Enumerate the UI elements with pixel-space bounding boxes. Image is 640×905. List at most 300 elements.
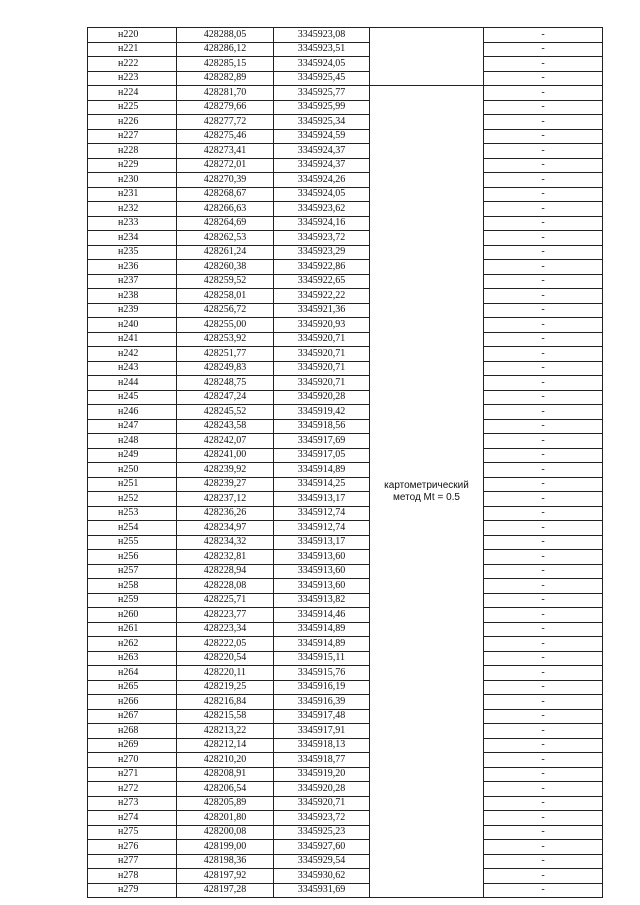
accuracy-cell: -	[484, 680, 603, 695]
accuracy-cell: -	[484, 245, 603, 260]
point-name-cell: н223	[88, 71, 177, 86]
y-coordinate-cell: 3345920,71	[274, 361, 370, 376]
table-row	[88, 506, 603, 521]
y-coordinate-cell: 3345914,89	[274, 463, 370, 478]
accuracy-cell: -	[484, 71, 603, 86]
accuracy-cell: -	[484, 593, 603, 608]
table-row	[88, 463, 603, 478]
accuracy-cell: -	[484, 622, 603, 637]
point-name-cell: н226	[88, 115, 177, 130]
y-coordinate-cell: 3345925,77	[274, 86, 370, 101]
accuracy-cell: -	[484, 57, 603, 72]
y-coordinate-cell: 3345912,74	[274, 506, 370, 521]
point-name-cell: н221	[88, 42, 177, 57]
y-coordinate-cell: 3345919,42	[274, 405, 370, 420]
point-name-cell: н253	[88, 506, 177, 521]
point-name-cell: н249	[88, 448, 177, 463]
point-name-cell: н275	[88, 825, 177, 840]
table-row	[88, 550, 603, 565]
accuracy-cell: -	[484, 883, 603, 898]
table-row	[88, 129, 603, 144]
y-coordinate-cell: 3345921,36	[274, 303, 370, 318]
point-name-cell: н241	[88, 332, 177, 347]
x-coordinate-cell: 428281,70	[177, 86, 274, 101]
point-name-cell: н268	[88, 724, 177, 739]
table-row	[88, 782, 603, 797]
y-coordinate-cell: 3345924,16	[274, 216, 370, 231]
y-coordinate-cell: 3345929,54	[274, 854, 370, 869]
x-coordinate-cell: 428197,92	[177, 869, 274, 884]
x-coordinate-cell: 428282,89	[177, 71, 274, 86]
table-row	[88, 419, 603, 434]
point-name-cell: н262	[88, 637, 177, 652]
y-coordinate-cell: 3345924,37	[274, 158, 370, 173]
accuracy-cell: -	[484, 709, 603, 724]
point-name-cell: н256	[88, 550, 177, 565]
point-name-cell: н234	[88, 231, 177, 246]
point-name-cell: н239	[88, 303, 177, 318]
y-coordinate-cell: 3345927,60	[274, 840, 370, 855]
x-coordinate-cell: 428256,72	[177, 303, 274, 318]
accuracy-cell: -	[484, 695, 603, 710]
point-name-cell: н254	[88, 521, 177, 536]
x-coordinate-cell: 428258,01	[177, 289, 274, 304]
accuracy-cell: -	[484, 724, 603, 739]
point-name-cell: н228	[88, 144, 177, 159]
accuracy-cell: -	[484, 28, 603, 43]
table-row	[88, 535, 603, 550]
x-coordinate-cell: 428251,77	[177, 347, 274, 362]
y-coordinate-cell: 3345924,05	[274, 187, 370, 202]
y-coordinate-cell: 3345919,20	[274, 767, 370, 782]
x-coordinate-cell: 428261,24	[177, 245, 274, 260]
accuracy-cell: -	[484, 477, 603, 492]
table-row	[88, 738, 603, 753]
table-row	[88, 57, 603, 72]
point-name-cell: н244	[88, 376, 177, 391]
table-row	[88, 173, 603, 188]
coordinates-table	[87, 27, 603, 898]
point-name-cell: н263	[88, 651, 177, 666]
y-coordinate-cell: 3345923,08	[274, 28, 370, 43]
accuracy-cell: -	[484, 492, 603, 507]
y-coordinate-cell: 3345923,72	[274, 811, 370, 826]
accuracy-cell: -	[484, 318, 603, 333]
point-name-cell: н270	[88, 753, 177, 768]
point-name-cell: н257	[88, 564, 177, 579]
x-coordinate-cell: 428206,54	[177, 782, 274, 797]
point-name-cell: н251	[88, 477, 177, 492]
table-row	[88, 796, 603, 811]
accuracy-cell: -	[484, 811, 603, 826]
y-coordinate-cell: 3345918,56	[274, 419, 370, 434]
point-name-cell: н240	[88, 318, 177, 333]
accuracy-cell: -	[484, 376, 603, 391]
y-coordinate-cell: 3345913,17	[274, 535, 370, 550]
x-coordinate-cell: 428285,15	[177, 57, 274, 72]
accuracy-cell: -	[484, 767, 603, 782]
accuracy-cell: -	[484, 202, 603, 217]
x-coordinate-cell: 428198,36	[177, 854, 274, 869]
point-name-cell: н245	[88, 390, 177, 405]
y-coordinate-cell: 3345913,17	[274, 492, 370, 507]
x-coordinate-cell: 428225,71	[177, 593, 274, 608]
point-name-cell: н247	[88, 419, 177, 434]
table-row	[88, 144, 603, 159]
x-coordinate-cell: 428222,05	[177, 637, 274, 652]
x-coordinate-cell: 428247,24	[177, 390, 274, 405]
y-coordinate-cell: 3345912,74	[274, 521, 370, 536]
table-row	[88, 724, 603, 739]
point-name-cell: н231	[88, 187, 177, 202]
table-row	[88, 666, 603, 681]
x-coordinate-cell: 428223,34	[177, 622, 274, 637]
x-coordinate-cell: 428242,07	[177, 434, 274, 449]
table-row	[88, 202, 603, 217]
y-coordinate-cell: 3345913,60	[274, 579, 370, 594]
point-name-cell: н243	[88, 361, 177, 376]
table-row	[88, 434, 603, 449]
y-coordinate-cell: 3345913,60	[274, 550, 370, 565]
x-coordinate-cell: 428273,41	[177, 144, 274, 159]
y-coordinate-cell: 3345925,34	[274, 115, 370, 130]
table-row	[88, 158, 603, 173]
y-coordinate-cell: 3345913,60	[274, 564, 370, 579]
x-coordinate-cell: 428213,22	[177, 724, 274, 739]
table-row	[88, 695, 603, 710]
y-coordinate-cell: 3345920,71	[274, 332, 370, 347]
accuracy-cell: -	[484, 347, 603, 362]
y-coordinate-cell: 3345925,23	[274, 825, 370, 840]
x-coordinate-cell: 428239,92	[177, 463, 274, 478]
y-coordinate-cell: 3345925,99	[274, 100, 370, 115]
table-row	[88, 477, 603, 492]
x-coordinate-cell: 428286,12	[177, 42, 274, 57]
point-name-cell: н266	[88, 695, 177, 710]
x-coordinate-cell: 428234,32	[177, 535, 274, 550]
table-row	[88, 361, 603, 376]
point-name-cell: н232	[88, 202, 177, 217]
x-coordinate-cell: 428272,01	[177, 158, 274, 173]
y-coordinate-cell: 3345925,45	[274, 71, 370, 86]
point-name-cell: н261	[88, 622, 177, 637]
accuracy-cell: -	[484, 303, 603, 318]
table-row	[88, 651, 603, 666]
point-name-cell: н258	[88, 579, 177, 594]
accuracy-cell: -	[484, 738, 603, 753]
point-name-cell: н278	[88, 869, 177, 884]
point-name-cell: н225	[88, 100, 177, 115]
table-row	[88, 115, 603, 130]
accuracy-cell: -	[484, 173, 603, 188]
point-name-cell: н279	[88, 883, 177, 898]
y-coordinate-cell: 3345923,51	[274, 42, 370, 57]
x-coordinate-cell: 428260,38	[177, 260, 274, 275]
point-name-cell: н250	[88, 463, 177, 478]
y-coordinate-cell: 3345924,59	[274, 129, 370, 144]
table-row	[88, 216, 603, 231]
x-coordinate-cell: 428228,94	[177, 564, 274, 579]
x-coordinate-cell: 428255,00	[177, 318, 274, 333]
table-row	[88, 492, 603, 507]
y-coordinate-cell: 3345917,91	[274, 724, 370, 739]
x-coordinate-cell: 428200,08	[177, 825, 274, 840]
point-name-cell: н235	[88, 245, 177, 260]
x-coordinate-cell: 428279,66	[177, 100, 274, 115]
accuracy-cell: -	[484, 86, 603, 101]
accuracy-cell: -	[484, 666, 603, 681]
y-coordinate-cell: 3345913,82	[274, 593, 370, 608]
table-row	[88, 869, 603, 884]
accuracy-cell: -	[484, 129, 603, 144]
accuracy-cell: -	[484, 100, 603, 115]
y-coordinate-cell: 3345920,71	[274, 347, 370, 362]
point-name-cell: н265	[88, 680, 177, 695]
x-coordinate-cell: 428259,52	[177, 274, 274, 289]
accuracy-cell: -	[484, 434, 603, 449]
point-name-cell: н255	[88, 535, 177, 550]
table-row	[88, 680, 603, 695]
table-row	[88, 100, 603, 115]
method-cell: картометрический метод Mt = 0.5	[370, 86, 484, 898]
point-name-cell: н252	[88, 492, 177, 507]
table-row	[88, 840, 603, 855]
table-row	[88, 854, 603, 869]
table-row	[88, 753, 603, 768]
point-name-cell: н273	[88, 796, 177, 811]
y-coordinate-cell: 3345923,72	[274, 231, 370, 246]
point-name-cell: н230	[88, 173, 177, 188]
accuracy-cell: -	[484, 390, 603, 405]
accuracy-cell: -	[484, 579, 603, 594]
accuracy-cell: -	[484, 448, 603, 463]
x-coordinate-cell: 428228,08	[177, 579, 274, 594]
point-name-cell: н277	[88, 854, 177, 869]
x-coordinate-cell: 428277,72	[177, 115, 274, 130]
y-coordinate-cell: 3345915,76	[274, 666, 370, 681]
y-coordinate-cell: 3345918,77	[274, 753, 370, 768]
accuracy-cell: -	[484, 506, 603, 521]
y-coordinate-cell: 3345915,11	[274, 651, 370, 666]
x-coordinate-cell: 428201,80	[177, 811, 274, 826]
accuracy-cell: -	[484, 361, 603, 376]
accuracy-cell: -	[484, 144, 603, 159]
accuracy-cell: -	[484, 782, 603, 797]
x-coordinate-cell: 428220,54	[177, 651, 274, 666]
y-coordinate-cell: 3345923,29	[274, 245, 370, 260]
point-name-cell: н237	[88, 274, 177, 289]
y-coordinate-cell: 3345920,28	[274, 390, 370, 405]
table-row	[88, 521, 603, 536]
table-row	[88, 376, 603, 391]
point-name-cell: н246	[88, 405, 177, 420]
point-name-cell: н236	[88, 260, 177, 275]
x-coordinate-cell: 428239,27	[177, 477, 274, 492]
point-name-cell: н238	[88, 289, 177, 304]
x-coordinate-cell: 428223,77	[177, 608, 274, 623]
x-coordinate-cell: 428288,05	[177, 28, 274, 43]
x-coordinate-cell: 428237,12	[177, 492, 274, 507]
accuracy-cell: -	[484, 521, 603, 536]
y-coordinate-cell: 3345931,69	[274, 883, 370, 898]
x-coordinate-cell: 428208,91	[177, 767, 274, 782]
table-row	[88, 709, 603, 724]
y-coordinate-cell: 3345914,89	[274, 637, 370, 652]
x-coordinate-cell: 428262,53	[177, 231, 274, 246]
x-coordinate-cell: 428241,00	[177, 448, 274, 463]
point-name-cell: н276	[88, 840, 177, 855]
point-name-cell: н272	[88, 782, 177, 797]
x-coordinate-cell: 428210,20	[177, 753, 274, 768]
table-row	[88, 42, 603, 57]
point-name-cell: н274	[88, 811, 177, 826]
table-row	[88, 448, 603, 463]
table-row	[88, 187, 603, 202]
y-coordinate-cell: 3345924,26	[274, 173, 370, 188]
table-row	[88, 767, 603, 782]
point-name-cell: н222	[88, 57, 177, 72]
x-coordinate-cell: 428236,26	[177, 506, 274, 521]
table-row	[88, 318, 603, 333]
accuracy-cell: -	[484, 332, 603, 347]
x-coordinate-cell: 428215,58	[177, 709, 274, 724]
point-name-cell: н220	[88, 28, 177, 43]
x-coordinate-cell: 428270,39	[177, 173, 274, 188]
accuracy-cell: -	[484, 796, 603, 811]
accuracy-cell: -	[484, 187, 603, 202]
table-row	[88, 390, 603, 405]
table-row	[88, 28, 603, 43]
table-row	[88, 405, 603, 420]
x-coordinate-cell: 428253,92	[177, 332, 274, 347]
accuracy-cell: -	[484, 637, 603, 652]
point-name-cell: н264	[88, 666, 177, 681]
point-name-cell: н227	[88, 129, 177, 144]
y-coordinate-cell: 3345922,65	[274, 274, 370, 289]
accuracy-cell: -	[484, 651, 603, 666]
table-row	[88, 637, 603, 652]
x-coordinate-cell: 428205,89	[177, 796, 274, 811]
accuracy-cell: -	[484, 419, 603, 434]
accuracy-cell: -	[484, 289, 603, 304]
accuracy-cell: -	[484, 564, 603, 579]
accuracy-cell: -	[484, 869, 603, 884]
table-row	[88, 622, 603, 637]
table-row	[88, 303, 603, 318]
y-coordinate-cell: 3345920,28	[274, 782, 370, 797]
point-name-cell: н242	[88, 347, 177, 362]
y-coordinate-cell: 3345924,37	[274, 144, 370, 159]
point-name-cell: н271	[88, 767, 177, 782]
y-coordinate-cell: 3345923,62	[274, 202, 370, 217]
accuracy-cell: -	[484, 535, 603, 550]
accuracy-cell: -	[484, 216, 603, 231]
y-coordinate-cell: 3345920,71	[274, 376, 370, 391]
accuracy-cell: -	[484, 405, 603, 420]
table-row	[88, 811, 603, 826]
accuracy-cell: -	[484, 854, 603, 869]
accuracy-cell: -	[484, 840, 603, 855]
accuracy-cell: -	[484, 260, 603, 275]
point-name-cell: н259	[88, 593, 177, 608]
x-coordinate-cell: 428232,81	[177, 550, 274, 565]
x-coordinate-cell: 428264,69	[177, 216, 274, 231]
x-coordinate-cell: 428268,67	[177, 187, 274, 202]
x-coordinate-cell: 428248,75	[177, 376, 274, 391]
x-coordinate-cell: 428197,28	[177, 883, 274, 898]
y-coordinate-cell: 3345918,13	[274, 738, 370, 753]
table-row	[88, 260, 603, 275]
accuracy-cell: -	[484, 753, 603, 768]
x-coordinate-cell: 428199,00	[177, 840, 274, 855]
y-coordinate-cell: 3345922,86	[274, 260, 370, 275]
point-name-cell: н248	[88, 434, 177, 449]
x-coordinate-cell: 428220,11	[177, 666, 274, 681]
y-coordinate-cell: 3345917,05	[274, 448, 370, 463]
accuracy-cell: -	[484, 42, 603, 57]
table-row	[88, 608, 603, 623]
table-row	[88, 86, 603, 101]
y-coordinate-cell: 3345914,25	[274, 477, 370, 492]
x-coordinate-cell: 428243,58	[177, 419, 274, 434]
x-coordinate-cell: 428275,46	[177, 129, 274, 144]
table-row	[88, 71, 603, 86]
table-row	[88, 564, 603, 579]
point-name-cell: н267	[88, 709, 177, 724]
accuracy-cell: -	[484, 463, 603, 478]
x-coordinate-cell: 428234,97	[177, 521, 274, 536]
table-row	[88, 245, 603, 260]
table-row	[88, 347, 603, 362]
y-coordinate-cell: 3345924,05	[274, 57, 370, 72]
table-row	[88, 593, 603, 608]
y-coordinate-cell: 3345917,48	[274, 709, 370, 724]
table-row	[88, 332, 603, 347]
accuracy-cell: -	[484, 608, 603, 623]
x-coordinate-cell: 428245,52	[177, 405, 274, 420]
y-coordinate-cell: 3345920,93	[274, 318, 370, 333]
point-name-cell: н233	[88, 216, 177, 231]
point-name-cell: н260	[88, 608, 177, 623]
table-row	[88, 883, 603, 898]
accuracy-cell: -	[484, 825, 603, 840]
y-coordinate-cell: 3345930,62	[274, 869, 370, 884]
table-row	[88, 825, 603, 840]
x-coordinate-cell: 428212,14	[177, 738, 274, 753]
y-coordinate-cell: 3345916,39	[274, 695, 370, 710]
table-row	[88, 274, 603, 289]
accuracy-cell: -	[484, 274, 603, 289]
point-name-cell: н269	[88, 738, 177, 753]
accuracy-cell: -	[484, 115, 603, 130]
accuracy-cell: -	[484, 550, 603, 565]
point-name-cell: н229	[88, 158, 177, 173]
table-row	[88, 579, 603, 594]
table-row	[88, 289, 603, 304]
y-coordinate-cell: 3345914,46	[274, 608, 370, 623]
coordinates-table-body	[88, 28, 603, 898]
point-name-cell: н224	[88, 86, 177, 101]
y-coordinate-cell: 3345920,71	[274, 796, 370, 811]
y-coordinate-cell: 3345916,19	[274, 680, 370, 695]
x-coordinate-cell: 428249,83	[177, 361, 274, 376]
y-coordinate-cell: 3345917,69	[274, 434, 370, 449]
x-coordinate-cell: 428266,63	[177, 202, 274, 217]
accuracy-cell: -	[484, 231, 603, 246]
accuracy-cell: -	[484, 158, 603, 173]
table-row	[88, 231, 603, 246]
x-coordinate-cell: 428216,84	[177, 695, 274, 710]
